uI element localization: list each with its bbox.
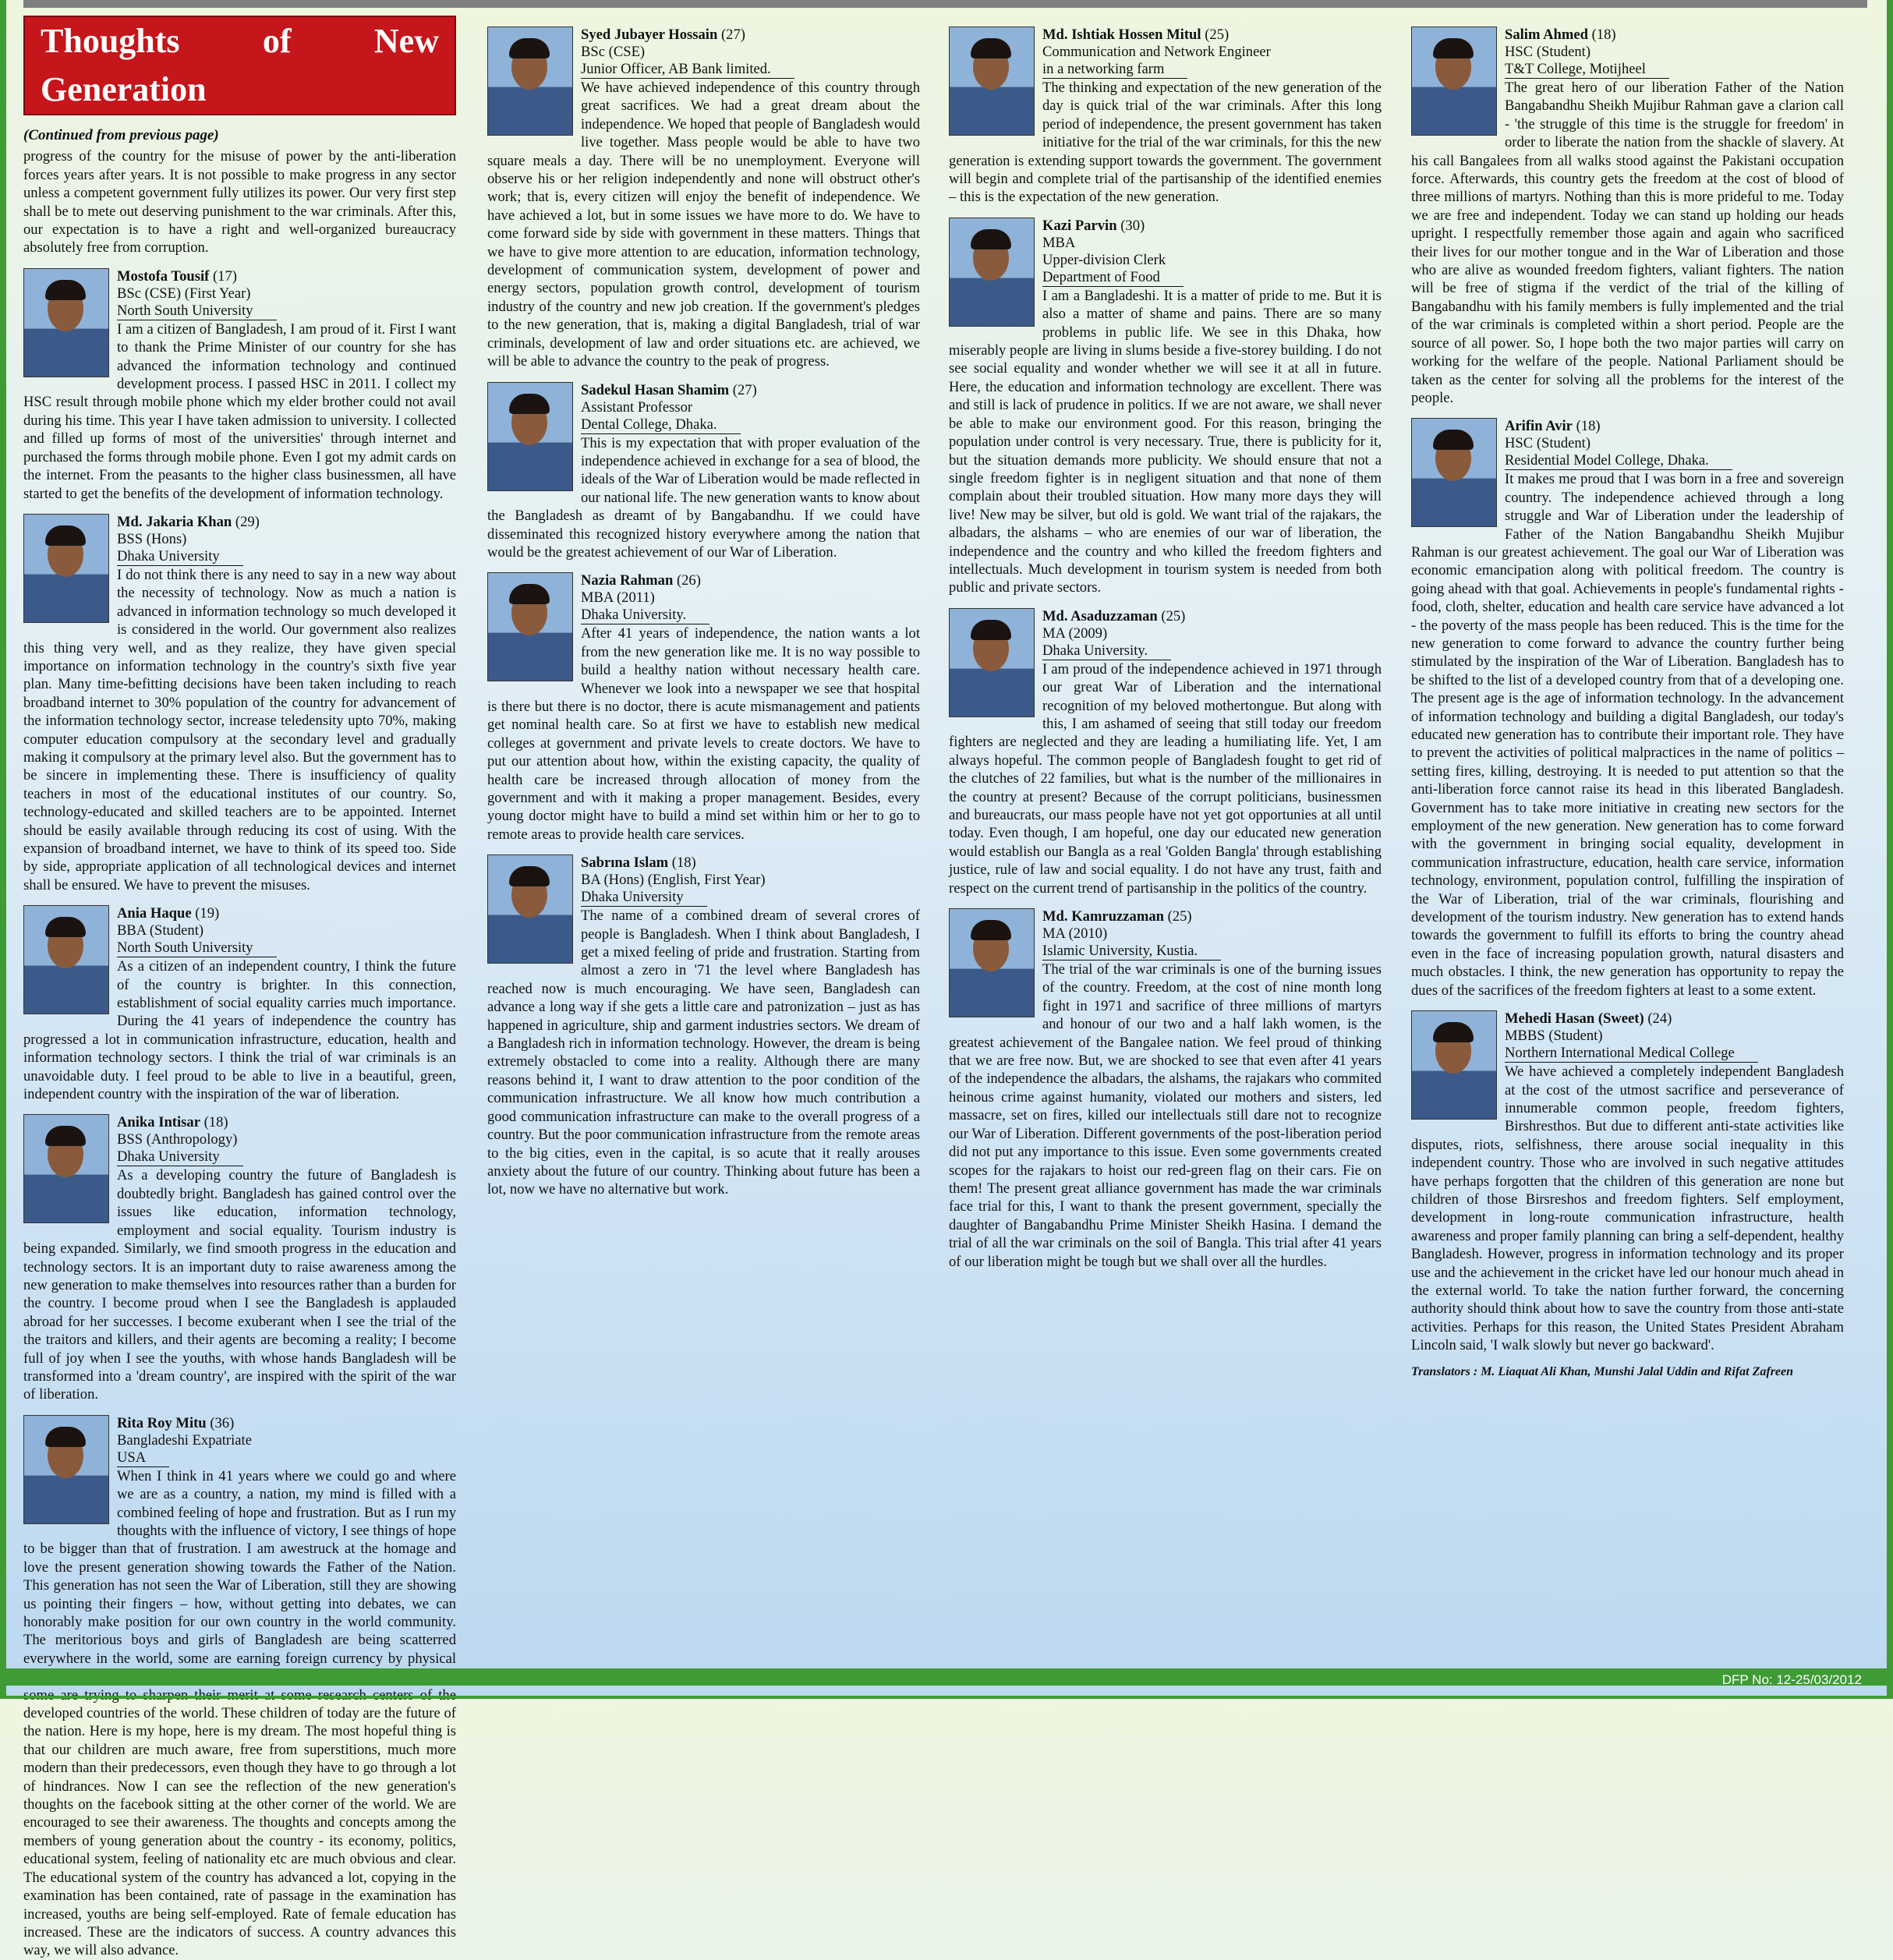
author-degree: BA (Hons) (English, First Year) — [581, 872, 766, 889]
author-institution: Dhaka University — [117, 548, 243, 566]
entry-text: The great hero of our liberation Father of the Nation Bangabandhu Sheikh Mujibur Rahman gave a clarion call - 'the struggle of this time is the struggle for freedom' in order to liberate the nation from the shackle of slavery. At his call Bangalees from all walks stood against the Pakistani occupation force. Afterwards, this country gets the freedom at the cost of blood of three millions of martyrs. Nothing than this is more prideful to me. Today we are free and independent. Today we can stand up holding our heads upright. I respectfully remember those again and again who sacrificed their lives for our mother tongue and in the War of Liberation and those who are alive as wounded freedom fighters, valiant fighters. The nation will be free of stigma if the verdict of the trial of the killing of Bangabandhu with his family members is fully implemented and the trial of the war criminals is completed within a short period. People are the source of all power. So, I hope both the two major parties will carry on working for the welfare of the people. National Parliament should be taken as the center for solving all the problems for the interest of the people. — [1411, 80, 1844, 406]
hair-shape — [509, 394, 550, 414]
entry-15 — [1411, 1010, 1844, 1355]
entry-text: I do not think there is any need to say in a new way about the necessity of technology. Now as much a nation is advanced in information technology so much developed it is considered in the world. Our government also realizes this thing very well, and as they realize, they have given special importance on information technology in the country's sixth five year plan. Many time-befitting decisions have been taken including to reach broadband internet to 30% population of the country for advancement of the information technology sector, increase teledensity upto 70%, making computer education compulsory at the secondary level and gradually making it compulsory at the primary level also. But the government has to be sincere in implementing these. There is insufficiency of quality teachers in most of the educational institutes of our country. So, technology-educated and skilled teachers are to be appointed. Internet should be easily available through reducing its cost of using. With the expansion of broadband internet, we have to think of its speed too. Side by side, appropriate application of all technological devices and internet shall be ensured. We have to prevent the misuses. — [23, 566, 456, 893]
portrait-photo — [23, 268, 109, 377]
author-age: (18) — [203, 1114, 228, 1131]
author-name: Arifin Avir — [1505, 418, 1573, 435]
entry-10 — [949, 218, 1382, 597]
author-name: Md. Jakaria Khan — [117, 513, 232, 530]
hair-shape — [971, 620, 1011, 640]
hair-shape — [509, 866, 550, 886]
portrait-photo — [23, 905, 109, 1014]
author-degree: MBA — [1042, 234, 1076, 251]
hair-shape — [45, 1427, 86, 1447]
portrait-photo — [949, 218, 1035, 327]
author-name: Nazia Rahman — [581, 572, 674, 589]
hair-shape — [509, 584, 550, 604]
author-institution: USA — [117, 1449, 169, 1467]
author-name: Mostofa Tousif — [117, 267, 210, 285]
author-degree: BBA (Student) — [117, 922, 204, 939]
author-institution: Northern International Medical College — [1505, 1045, 1758, 1063]
author-name: Md. Ishtiak Hossen Mitul — [1042, 27, 1201, 43]
author-degree: MA (2009) — [1042, 624, 1108, 642]
footer-bar — [0, 1668, 1893, 1686]
entry-text: We have achieved independence of this country through great sacrifices. We had a great dream about the independence. We hoped that people of Bangladesh would live together. Mass people would be able to have two square meals a day. There will be no unemployment. Everyone will observe his or her religion independently and none will obstruct other's work; that is, every citizen will enjoy the benefit of independence. We have achieved a lot, but in some issues we have more to do. We have to come forward side by side with government in these matters. Things that we have to give more attention to are education, information technology, development of communication system, development of power and energy sectors, population growth control, development of tourism industry of the country and new job creation. If the government's pledges to the new generation, that is, making a digital Bangladesh, trial of war criminals, development of law and order situations etc. are achieved, we will be able to advance the country to the peak of progress. — [487, 80, 920, 370]
entry-7 — [487, 572, 920, 844]
column-1 — [23, 16, 456, 1959]
entry-text: I am a Bangladeshi. It is a matter of pride to me. But it is also a matter of shame and pains. There are so many problems in public life. We see in this Dhaka, how miserably people are living in slums beside a five-storey building. I do not see social equality and wonder whether we will see it at all in future. Here, the education and information technology are excellent. There was and still is lack of prudence in politics. If we are not aware, we shall never be able to make our environment good. For this reason, bringing the population under control is very necessary. True, there is publicity for it, but the situation demands more publicity. We should ensure that not a single freedom fighter is in negligent situation and that none of them complain about their troubled situation. How many more days they will live! New may be silver, but old is gold. We want trial of the rajakars, the albadars, the alshams – who are enemies of our war of liberation, the independence and the country and who killed the freedom fighters and intellectuals. Much development in tourism system is needed from both public and private sectors. — [949, 287, 1382, 596]
entry-0 — [23, 268, 456, 503]
author-institution: in a networking farm — [1042, 61, 1187, 79]
author-name: Anika Intisar — [117, 1114, 200, 1131]
entry-3 — [23, 1114, 456, 1403]
left-border — [0, 0, 6, 1699]
entry-1 — [23, 514, 456, 894]
dfp-number: DFP No: 12-25/03/2012 — [1721, 1672, 1862, 1687]
entry-text: As a citizen of an independent country, I think the future of the country is brighter. In this connection, establishment of social equality carries much importance. During the 41 years of independence the country has progressed a lot in communication infrastructure, education, health and information technology sectors. I think the trial of war criminals is an unavoidable duty. I feel proud to be able to live in a beautiful, green, independent country with the inspiration of the war of liberation. — [23, 958, 456, 1103]
author-age: (25) — [1161, 607, 1186, 624]
author-institution: Dhaka University — [117, 1148, 243, 1166]
portrait-photo — [949, 908, 1035, 1017]
entry-text: The thinking and expectation of the new generation of the day is quick trial of the war criminals. After this long period of independence, the present government has taken initiative for the trial of the war criminals, for this the new generation is extending support towards the government. The government will begin and complete trial of the partisanship of the identified enemies – this is the expectation of the new generation. — [949, 80, 1382, 206]
hair-shape — [971, 38, 1011, 58]
entry-text: We have achieved a completely independent Bangladesh at the cost of the utmost sacrifice and perseverance of innumerable common people, freedom fighters, Birshresthos. But due to different anti-state activities like disputes, riots, selfishness, there arouse social inequality in this independent country. Those who are involved in such negative attitudes have perhaps forgotten that the children of this generation are none but children of those Birsreshos and freedom fighters. Self employment, development in long-route communication infrastructure, health awareness and proper family planning can bring a self-dependent, healthy Bangladesh. However, progress in information technology and its proper use and the achievement in the cricket have led our honour much ahead in the external world. To take the nation further forward, the concerning authority should think about how to save the country from those anti-state activities. Perhaps for this reason, the United States President Abraham Lincoln said, 'I walk slowly but never go backward'. — [1411, 1063, 1844, 1354]
top-rule — [23, 0, 1867, 8]
author-institution: North South University — [117, 939, 277, 957]
author-age: (36) — [210, 1414, 235, 1431]
author-institution: Dhaka University. — [581, 607, 709, 624]
entry-8 — [487, 854, 920, 1199]
author-age: (27) — [732, 381, 757, 398]
entry-text: As a developing country the future of Bangladesh is doubtedly bright. Bangladesh has gained control over the issues like education, information technology, employment and social equality. Tourism industry is being expanded. Similarly, we find smooth progress in the education and technology sectors. It is an important duty to raise awareness among the new generation to make themselves into resources rather than a burden for the country. I become proud when I see the Bangladesh is applauded abroad for her successes. I become exuberant when I see the trial of the the traitors and killers, and their agents are becoming a reality; I become full of joy when I see the youths, with whose hands Bangladesh will be transformed into a 'dream country', are inspired with the spirit of the war of liberation. — [23, 1167, 456, 1403]
portrait-photo — [949, 27, 1035, 136]
author-age: (17) — [212, 267, 237, 285]
author-age: (25) — [1205, 27, 1230, 43]
continued-note: (Continued from previous page) — [23, 127, 219, 143]
hair-shape — [1433, 38, 1474, 58]
hair-shape — [45, 525, 86, 546]
hair-shape — [509, 38, 550, 58]
author-name: Sadekul Hasan Shamim — [581, 381, 730, 398]
author-degree: Bangladeshi Expatriate — [117, 1431, 252, 1449]
author-age: (18) — [1591, 27, 1616, 43]
author-degree: HSC (Student) — [1505, 44, 1591, 60]
portrait-photo — [1411, 27, 1497, 136]
author-age: (30) — [1120, 217, 1145, 234]
author-institution: North South University — [117, 302, 277, 320]
author-name: Syed Jubayer Hossain — [581, 27, 718, 43]
intro-text: progress of the country for the misuse of power by the anti-liberation forces years after years. It is not possible to make progress in any sector unless a competent government fully utilizes its power. Our very first step shall be to mete out deserving punishment to the war criminals. After this, our expectation is to have a right and well-organized bureaucracy absolutely free from corruption. — [23, 148, 456, 256]
author-degree: HSC (Student) — [1505, 435, 1591, 452]
author-name: Mehedi Hasan (Sweet) — [1505, 1010, 1644, 1028]
portrait-photo — [1411, 418, 1497, 527]
author-position: Upper-division Clerk — [1042, 251, 1166, 268]
author-name: Rita Roy Mitu — [117, 1414, 207, 1431]
portrait-photo — [23, 1415, 109, 1524]
entry-text: The name of a combined dream of several crores of people is Bangladesh. When I think about Bangladesh, I get a mixed feeling of pride and frustration. Starting from almost a zero in '71 the level where Bangladesh has reached now is much encouraging. We have seen, Bangladesh can advance a long way if she gets a little care and patronization – just as has happened in agriculture, ship and garment industries sectors. We dream of a Bangladesh rich in information technology. However, the dream is being extremely obstacled to come into a reality. Although there are many reasons behind it, I want to draw attention to the poor condition of the communication infrastructure. We all know how much contribution a good communication infrastructure can make to the overall progress of a country. But the poor communication infrastructure from the remote areas to the big cities, even in the capital, is so acute that it really arouses anxiety about the future of our country. Thinking about future has been a lot, now we have no alternative but work. — [487, 907, 920, 1198]
author-degree: Assistant Professor — [581, 398, 693, 416]
portrait-photo — [23, 1114, 109, 1223]
author-name: Md. Asaduzzaman — [1042, 607, 1158, 624]
hair-shape — [971, 920, 1011, 940]
hair-shape — [45, 917, 86, 937]
author-degree: MBA (2011) — [581, 589, 655, 607]
hair-shape — [45, 1126, 86, 1146]
entry-text: This is my expectation that with proper evaluation of the independence achieved in exchange for a sea of blood, the ideals of the War of Liberation would be made reflected in our national life. The new generation wants to know about the Bangladesh as dreamt of by Bangabandhu. If we could have disseminated this recognized history everywhere among the nation that would be the greatest achievement of our War of Liberation. — [487, 434, 920, 561]
hair-shape — [1433, 1022, 1474, 1042]
author-age: (25) — [1167, 908, 1192, 925]
entry-12 — [949, 908, 1382, 1271]
entry-2 — [23, 905, 456, 1103]
portrait-photo — [949, 608, 1035, 717]
author-age: (24) — [1647, 1010, 1672, 1028]
entry-13 — [1411, 27, 1844, 407]
author-degree: BSc (CSE) — [581, 44, 646, 60]
page-title: Thoughts of New Generation — [23, 16, 456, 115]
author-age: (26) — [676, 572, 701, 589]
author-institution: T&T College, Motijheel — [1505, 61, 1669, 79]
author-institution: Residential Model College, Dhaka. — [1505, 452, 1732, 470]
author-age: (29) — [235, 513, 260, 530]
author-age: (18) — [1576, 418, 1601, 435]
author-institution: Islamic University, Kustia. — [1042, 943, 1221, 961]
entry-5 — [487, 27, 920, 371]
portrait-photo — [487, 854, 573, 964]
author-age: (18) — [671, 854, 696, 872]
entry-6 — [487, 382, 920, 562]
author-degree: Communication and Network Engineer — [1042, 44, 1271, 60]
author-degree: MBBS (Student) — [1505, 1028, 1603, 1045]
portrait-photo — [1411, 1010, 1497, 1120]
entry-9 — [949, 27, 1382, 207]
entry-text: The trial of the war criminals is one of the burning issues of the country. Freedom, at the cost of nine month long fight in 1971 and sacrifice of three millions of martyrs and honour of our two and a half lakh women, is the greatest achievement of the Bangalee nation. We feel proud of thinking that we are free now. But, we are shocked to see that even after 41 years of the independence the albadars, the alshams, the rajakars who commited heinous crime against humanity, violated our mothers and sisters, led massacre, set on fires, killed our intellectuals still dare not to recognize our War of Liberation. Different governments of the post-liberation period did not put any importance to this issue. Even some governments created scopes for the rajakars to hoist our red-green flag on their cars. Fie on them! The present great alliance government has made the war criminals face trial for this, I want to thank the present government, specially the daughter of Bangabandhu Prime Minister Sheikh Hasina. I demand the trial of all the war criminals on the soil of Bangla. This trial after 41 years of our liberation might be tough but we shall over all the hurdles. — [949, 961, 1382, 1270]
author-name: Md. Kamruzzaman — [1042, 908, 1164, 925]
author-institution: Dhaka University — [581, 889, 707, 907]
entry-text: When I think in 41 years where we could go and where we are as a country, a nation, my mind is filled with a combined feeling of hope and frustration. But as I run my thoughts with the influence of victory, I see things of hope to be bigger than that of frustration. I am awestruck at the homage and love the present generation showing towards the Father of the Nation. This generation has not seen the War of Liberation, still they are showing us pointing their fingers – how, without getting into debates, we can honorably make position for our own country in the world community. The meritorious boys and girls of Bangladesh are being scatterred everywhere in the world, some are earning foreign currency by physical developed countries of the world. These children of today are the future of the nation. Here is my hope, here is my dream. The most hopeful thing is that our children are much aware, free from superstitions, much more modern than their predecessors, even though they have to go through a lot of hindrances. Now I can see the reflection of the new generation's thoughts on the facebook sitting at the other corner of the world. We are encouraged to see their awareness. The thoughts and concepts among the members of young generation about the country - its economy, politics, educational system, feeling of nationality etc are much obvious and clear. The educational system of the country has advanced a lot, copying in the examination has been contained, rate of passage in the examination has increased, youths are being self-employed. Rate of female education has increased. These are the indicators of success. A country advances this way, we will also advance. — [23, 1467, 456, 1959]
portrait-photo — [487, 27, 573, 136]
bottom-rule — [0, 1696, 1893, 1699]
column-3 — [949, 16, 1382, 1661]
column-4 — [1411, 16, 1844, 1661]
author-institution: Junior Officer, AB Bank limited. — [581, 61, 794, 79]
portrait-photo — [23, 514, 109, 623]
author-name: Salim Ahmed — [1505, 27, 1588, 43]
author-institution: Dhaka University. — [1042, 642, 1171, 660]
entry-text: After 41 years of independence, the nation wants a lot from the new generation like me. It is no way possible to build a healthy nation without necessary health care. Whenever we look into a newspaper we see that hospital is there but there is no doctor, there is acute mismanagement and patients get nominal health care. So at first we have to establish new medical colleges at government and private levels to create doctors. We have to put our attention about how, within the existing capacity, the quality of health care be increased through allocation of money from the government and with it making a proper management. Besides, every young doctor might have to build a mind set within him or her to go to remote areas to provide health care services. — [487, 625, 920, 843]
entry-14 — [1411, 418, 1844, 999]
author-degree: BSS (Hons) — [117, 530, 187, 547]
entry-11 — [949, 608, 1382, 897]
author-age: (27) — [720, 27, 745, 43]
author-institution: Department of Food — [1042, 269, 1184, 287]
author-name: Sabrına Islam — [581, 854, 669, 872]
column-2 — [487, 16, 920, 1661]
hair-shape — [971, 229, 1011, 249]
hair-shape — [1433, 430, 1474, 450]
author-institution: Dental College, Dhaka. — [581, 416, 741, 434]
right-border — [1887, 0, 1893, 1699]
entry-4 — [23, 1415, 456, 1960]
author-name: Kazi Parvin — [1042, 217, 1117, 234]
portrait-photo — [487, 382, 573, 491]
author-degree: BSc (CSE) (First Year) — [117, 285, 251, 302]
hair-shape — [45, 280, 86, 300]
entry-text: I am a citizen of Bangladesh, I am proud of it. First I want to thank the Prime Minister of our country for she has advanced the information technology and continued development process. I passed HSC in 2011. I collect my HSC result through mobile phone which my elder brother could not avail during his time. This year I have taken admission to university. I collected and filled up forms of most of the universities' through internet and purchased the forms through mobile phone. Even I got my admit cards on the internet. From the peasants to the higher class businessmen, all have started to get the benefits of the development of information technology. — [23, 320, 456, 502]
entry-text: I am proud of the independence achieved in 1971 through our great War of Liberation and the international recognition of my beloved mothertongue. But along with this, I am ashamed of seeing that still today our freedom fighters are neglected and they are leading a humiliating life. Yet, I am always hopeful. The common people of Bangladesh fought to get rid of the clutches of 22 families, but what is the number of the millionaires in the country at present? Because of the corrupt politicians, businessmen and bureaucrats, our mass people have not yet got opportunies at all until today. Even though, I am hopeful, one day our educated new generation would establish our Bangla as a real 'Golden Bangla' through establishing justice, rule of law and social equality. I do not have any trust, faith and respect on the current trend of partisanship in the politics of the country. — [949, 660, 1382, 897]
author-degree: MA (2010) — [1042, 925, 1108, 943]
author-name: Ania Haque — [117, 905, 192, 922]
author-age: (19) — [195, 905, 220, 922]
translators-credit: Translators : M. Liaquat Ali Khan, Munshi Jalal Uddin and Rifat Zafreen — [1411, 1364, 1794, 1378]
entry-text: It makes me proud that I was born in a free and sovereign country. The independence achieved through a long struggle and War of Liberation under the leadership of Father of the Nation Bangabandhu Sheikh Mujibur Rahman is our greatest achievement. The goal our War of Liberation was economic emancipation along with political freedom. The country is going ahead with that goal. Achievements in people's fundamental rights - food, cloth, shelter, education and health care service have advanced a lot - the poverty of the mass people has been reduced. This is the time for the new generation to come forward to advance the country further being stimulated by the inspiration of the War of Liberation. Bangladesh has to be shifted to the list of a developed country from that of a developing one. The present age is the age of information technology. In the advancement of information technology and building a digital Bangladesh, our today's educated new generation has to contribute their important role. They have to prevent the activities of political malpractices in the name of politics – setting fires, killing, destroying. It is needed to put attention so that the anti-liberation force cannot raise its head in this liberated Bangladesh. Government has to take more initiative in creating new sectors for the employment of the new generation. New generation has to come forward with the government in bringing social equality, development in communication infrastructure, education, health care service, information technology, environment, population control, fulfilling the inspiration of the War of Liberation, trial of the war criminals, flourishing and development of the tourism industry. New generation has to extend hands towards the government to fulfill its efforts to bring the country ahead even in the face of increasing population growth, natural disasters and much obstacles. I think, the new generation has opportunity to repay the dues of the sacrifices of the freedom fighters at least to a some extent. — [1411, 471, 1844, 999]
portrait-photo — [487, 572, 573, 681]
author-degree: BSS (Anthropology) — [117, 1131, 238, 1148]
